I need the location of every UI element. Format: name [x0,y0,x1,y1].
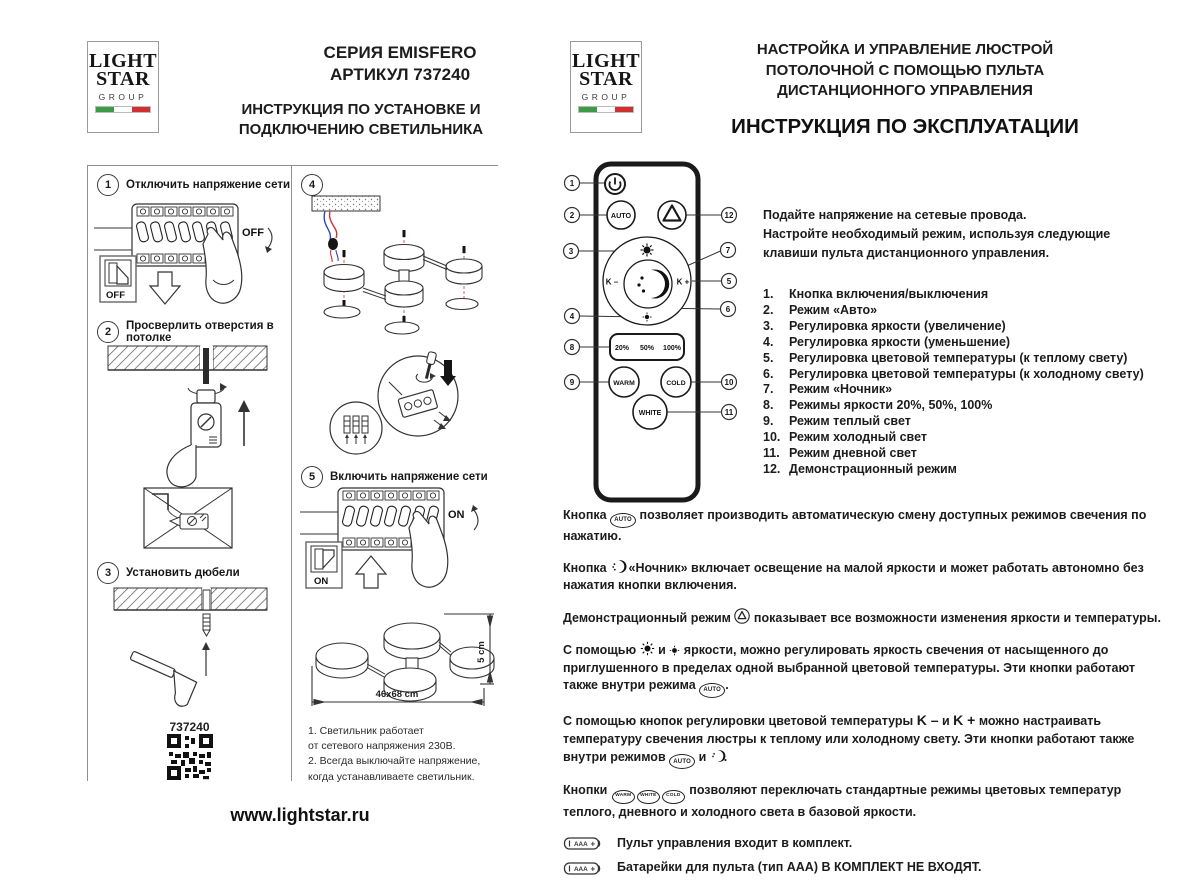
svg-text:20%: 20% [614,345,630,352]
dimensions-drawing [294,600,498,710]
lightstar-logo [87,41,159,133]
paragraph-temperature: С помощью кнопок регулировки цветовой температуры K – и K + можно настраивать температуру свечения люстры к теплому или холодному свету. Эти кнопки работают также внутри режимов AUTO и . [563,711,1167,769]
descriptions [563,507,1167,884]
width-dimension: 46x68 cm [375,689,419,700]
off-inset-label: OFF [106,290,125,301]
paragraph-brightness: С помощью и яркости, можно регулировать яркость свечения от насыщенного до приглушенного в пределах одной выбранной цветовой температуры. Эти кнопки работают также внутри режима AUTO . [563,641,1167,698]
svg-text:+: + [590,864,596,874]
svg-text:WARM: WARM [613,379,635,387]
legend-item: 11. Режим дневной свет [763,446,917,461]
step-4-cell [292,166,499,459]
white-icon: WHITE [637,790,660,804]
off-label: OFF [242,227,264,239]
warm-icon: WARM [612,790,635,804]
svg-text:AAA: AAA [574,865,588,873]
svg-text:6: 6 [725,304,731,314]
brightness-up-icon [640,641,655,656]
hammer-dowel-illustration [92,584,288,710]
right-header: НАСТРОЙКА И УПРАВЛЕНИЕ ЛЮСТРОЙ ПОТОЛОЧНОЙ С ПОМОЩЬЮ ПУЛЬТА ДИСТАНЦИОННОГО УПРАВЛЕНИЯ ИНСТРУКЦИЯ ПО ЭКСПЛУАТАЦИИ [655,40,1155,139]
auto-icon: AUTO [669,754,695,769]
paragraph-auto: Кнопка AUTO позволяет производить автоматическую смену доступных режимов свечения по нажатию. [563,508,1147,543]
svg-text:7: 7 [725,245,731,255]
paragraph-demo: Демонстрационный режим показывает все возможности изменения яркости и температуры. [563,608,1167,628]
legend-item: 7. Режим «Ночник» [763,382,893,397]
svg-text:4: 4 [569,311,575,321]
breaker-on-illustration [298,484,494,596]
battery-note-2: AAA + Батарейки для пульта (тип ААА) В КОМПЛЕКТ НЕ ВХОДЯТ. [563,859,1167,877]
installation-steps-table [87,165,498,781]
svg-text:3: 3 [568,246,574,256]
auto-icon: AUTO [699,683,725,698]
legend-item: 12. Демонстрационный режим [763,461,957,476]
article-qr-cell [88,712,292,781]
svg-text:2: 2 [569,210,575,220]
k-plus-label: K + [676,277,690,287]
step-1-cell: 1 Отключить напряжение сети OFF OFF [88,166,292,313]
logo-light: LIGHT [88,50,158,72]
step-number: 2 [97,321,119,343]
intro-paragraph: Подайте напряжение на сетевые провода. Настройте необходимый режим, используя следующие клавиши пульта дистанционного управления. [763,208,1111,260]
brightness-up-icon [641,244,654,257]
k-minus-label: K – [605,277,619,287]
step-number: 1 [97,174,119,196]
auto-icon: AUTO [610,513,636,528]
legend-item: 10. Режим холодный свет [763,430,927,445]
svg-text:WHITE: WHITE [638,409,662,417]
dimensions-cell [292,598,499,713]
svg-text:5: 5 [726,276,732,286]
italy-flag-icon [95,106,151,113]
svg-text:12: 12 [724,210,734,220]
k-plus-label: K + [953,712,976,729]
k-minus-label: K – [916,712,939,729]
lightstar-logo-right: LIGHT STAR GROUP [570,41,642,133]
step-number: 5 [301,466,323,488]
battery-note-1: AAA + Пульт управления входит в комплект. [563,835,1167,853]
legend-item: 1. Кнопка включения/выключения [763,287,989,301]
moon-icon [610,559,625,574]
battery-icon [563,861,607,876]
legend-item: 9. Режим теплый свет [763,414,911,429]
remote-control-illustration [555,158,740,508]
left-title: СЕРИЯ EMISFERO АРТИКУЛ 737240 [323,43,477,85]
svg-text:9: 9 [569,377,575,387]
svg-text:AUTO: AUTO [610,210,632,220]
paragraph-night: Кнопка «Ночник» включает освещение на малой яркости и может работать автономно без нажатия кнопки включения. [563,560,1144,593]
logo-star: STAR [96,68,150,91]
svg-text:10: 10 [724,377,734,387]
battery-icon [563,836,607,851]
svg-text:8: 8 [569,342,575,352]
night-button [624,260,672,308]
right-subtitle: ИНСТРУКЦИЯ ПО ЭКСПЛУАТАЦИИ [731,115,1079,139]
legend-item: 4. Регулировка яркости (уменьшение) [763,334,1011,349]
svg-text:1: 1 [569,178,575,188]
button-legend-list [763,287,1183,478]
drill-illustration [92,342,288,550]
paragraph-presets: Кнопки WARM WHITE COLD позволяют переключать стандартные режимы цветовых температур теплого, дневного и холодного света в базовой яркости. [563,783,1122,819]
brightness-down-icon [669,645,680,656]
italy-flag-icon [578,106,634,113]
logo-group: GROUP [98,91,148,102]
svg-text:COLD: COLD [666,379,686,387]
article-number: 737240 [169,720,210,734]
legend-item: 6. Регулировка цветовой температуры (к холодному свету) [763,366,1144,381]
svg-text:+: + [590,839,596,849]
legend-item: 2. Режим «Авто» [763,302,878,317]
notes-cell: 1. Светильник работает от сетевого напряжения 230В. 2. Всегда выключайте напряжение, когда устанавливаете светильник. [292,712,499,781]
step-5-cell: 5 Включить напряжение сети ON ON [292,458,499,599]
left-subtitle: ИНСТРУКЦИЯ ПО УСТАНОВКЕ И ПОДКЛЮЧЕНИЮ СВЕТИЛЬНИКА [238,101,484,138]
website-url: www.lightstar.ru [230,805,370,825]
moon-icon [710,749,724,763]
step-number: 4 [301,174,323,196]
demo-cycle-icon [734,608,750,624]
cold-icon: COLD [662,790,685,804]
height-dimension: 5 cm [476,641,487,663]
svg-text:50%: 50% [639,345,655,352]
qr-code [167,734,213,780]
legend-item: 8. Режимы яркости 20%, 50%, 100% [763,398,993,413]
legend-item: 5. Регулировка цветовой температуры (к теплому свету) [763,350,1128,365]
svg-text:AAA: AAA [574,840,588,848]
legend-item: 3. Регулировка яркости (увеличение) [763,318,1006,333]
svg-text:11: 11 [724,407,734,417]
on-inset-label: ON [314,576,329,587]
chandelier-mounting-illustration [292,188,498,456]
svg-text:100%: 100% [663,345,681,352]
on-label: ON [448,509,465,521]
step-number: 3 [97,562,119,584]
step-3-cell: 3 Установить дюбели [88,554,292,713]
breaker-off-illustration [92,194,288,310]
step-2-cell: 2 Просверлить отверстия в потолке [88,312,292,555]
